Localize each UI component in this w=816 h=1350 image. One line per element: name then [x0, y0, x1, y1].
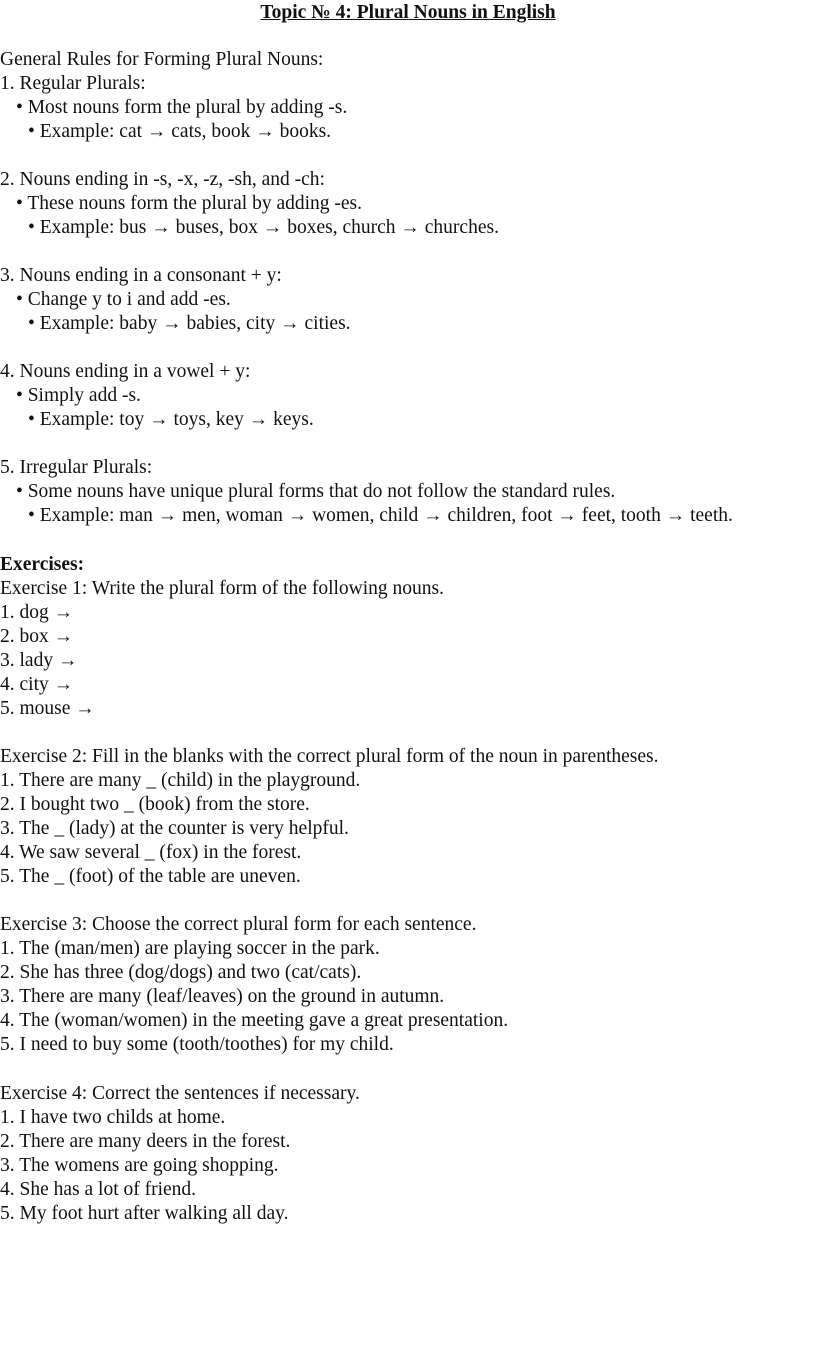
exercise-4-item: 2. There are many deers in the forest. [0, 1131, 291, 1152]
rule-2-example: • Example: bus → buses, box → boxes, church → churches. [28, 217, 499, 238]
rule-1-heading: 1. Regular Plurals: [0, 73, 146, 94]
exercise-2-item: 3. The _ (lady) at the counter is very helpful. [0, 818, 349, 839]
exercise-1-item: 3. lady → [0, 650, 78, 671]
rule-4-text: • Simply add -s. [16, 385, 141, 406]
exercise-1-title: Exercise 1: Write the plural form of the following nouns. [0, 578, 444, 599]
rule-4-example: • Example: toy → toys, key → keys. [28, 409, 314, 430]
exercise-1-item: 2. box → [0, 626, 74, 647]
exercise-4-item: 3. The womens are going shopping. [0, 1155, 279, 1176]
exercise-4-item: 4. She has a lot of friend. [0, 1179, 197, 1200]
rule-5-example: • Example: man → men, woman → women, child → children, foot → feet, tooth → teeth. [28, 505, 733, 526]
rule-2-heading: 2. Nouns ending in -s, -x, -z, -sh, and -ch: [0, 169, 325, 190]
exercise-3-item: 5. I need to buy some (tooth/toothes) for my child. [0, 1034, 394, 1055]
exercises-heading: Exercises: [0, 554, 85, 575]
exercise-3-item: 2. She has three (dog/dogs) and two (cat/cats). [0, 962, 362, 983]
exercise-1-item: 5. mouse → [0, 698, 95, 719]
exercise-1-item: 1. dog → [0, 602, 74, 623]
exercise-4-title: Exercise 4: Correct the sentences if necessary. [0, 1083, 360, 1104]
exercise-4-item: 1. I have two childs at home. [0, 1107, 226, 1128]
rule-1-text: • Most nouns form the plural by adding -s. [16, 97, 348, 118]
exercise-3-title: Exercise 3: Choose the correct plural form for each sentence. [0, 914, 477, 935]
rule-2-text: • These nouns form the plural by adding -es. [16, 193, 363, 214]
exercise-4-item: 5. My foot hurt after walking all day. [0, 1203, 289, 1224]
exercise-2-title: Exercise 2: Fill in the blanks with the correct plural form of the noun in parentheses. [0, 746, 659, 767]
exercise-2-item: 4. We saw several _ (fox) in the forest. [0, 842, 302, 863]
exercise-2-item: 5. The _ (foot) of the table are uneven. [0, 866, 301, 887]
rule-3-example: • Example: baby → babies, city → cities. [28, 313, 351, 334]
rule-4-heading: 4. Nouns ending in a vowel + y: [0, 361, 251, 382]
rule-3-heading: 3. Nouns ending in a consonant + y: [0, 265, 282, 286]
exercise-3-item: 1. The (man/men) are playing soccer in the park. [0, 938, 380, 959]
rule-5-heading: 5. Irregular Plurals: [0, 457, 153, 478]
exercise-2-item: 2. I bought two _ (book) from the store. [0, 794, 310, 815]
rules-heading: General Rules for Forming Plural Nouns: [0, 49, 324, 70]
rule-5-text: • Some nouns have unique plural forms that do not follow the standard rules. [16, 481, 616, 502]
page-title: Topic № 4: Plural Nouns in English [260, 2, 556, 23]
exercise-3-item: 3. There are many (leaf/leaves) on the ground in autumn. [0, 986, 445, 1007]
exercise-1-item: 4. city → [0, 674, 74, 695]
exercise-2-item: 1. There are many _ (child) in the playground. [0, 770, 361, 791]
rule-1-example: • Example: cat → cats, book → books. [28, 121, 332, 142]
exercise-3-item: 4. The (woman/women) in the meeting gave a great presentation. [0, 1010, 509, 1031]
rule-3-text: • Change y to i and add -es. [16, 289, 231, 310]
